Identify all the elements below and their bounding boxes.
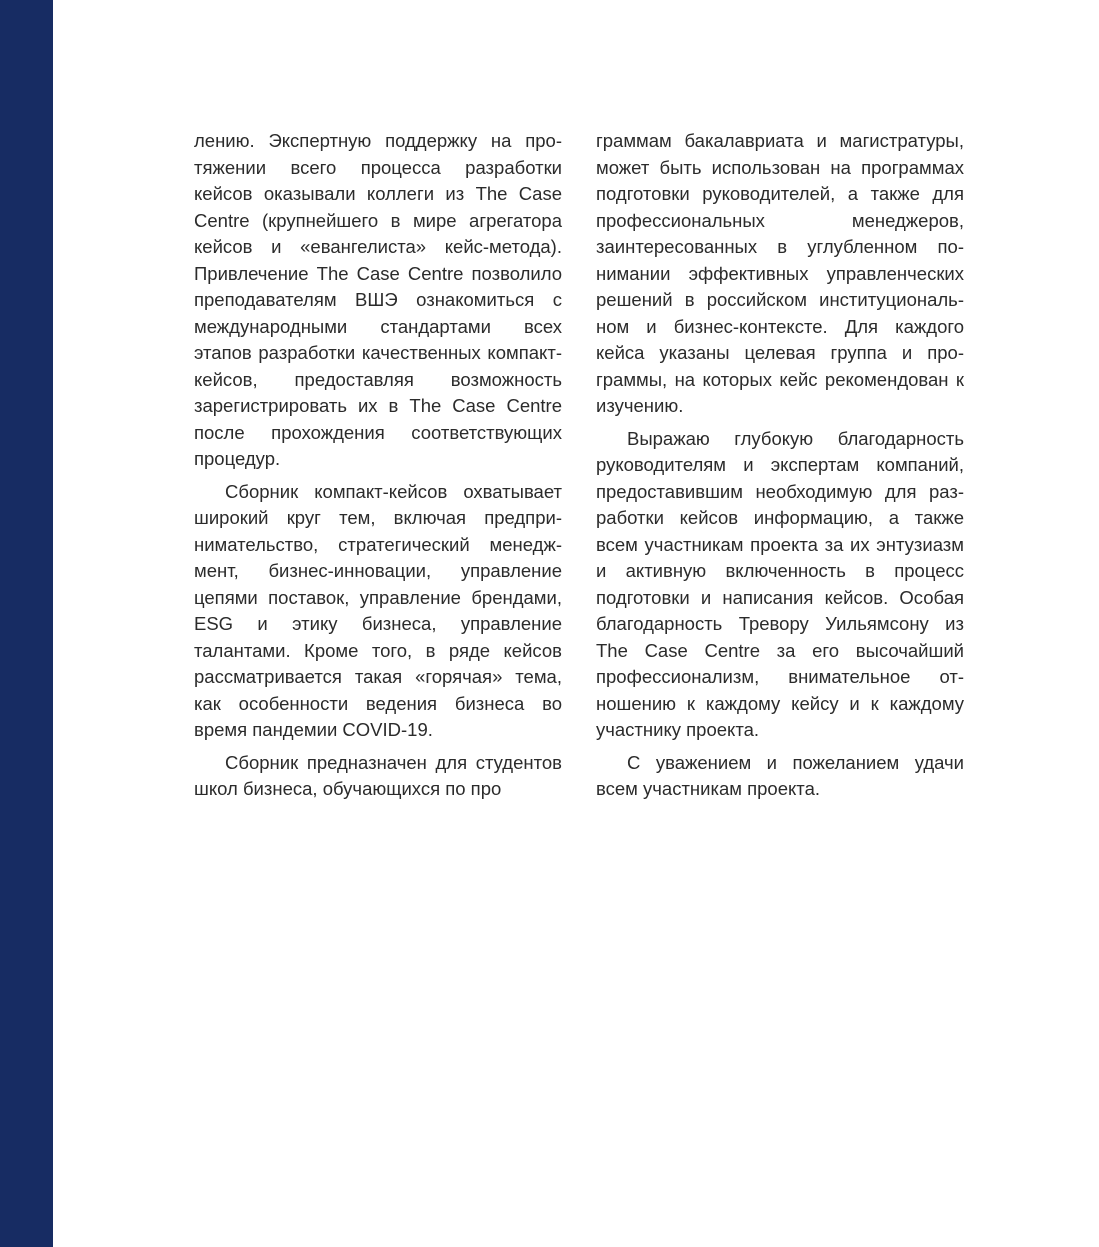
right-column bbox=[596, 128, 964, 809]
left-column bbox=[194, 128, 562, 809]
paragraph-audience-continued: граммам бакалавриата и магистратуры, может быть использован на программах подготовки руководителей, а также для профессиональных менеджеров, заинтересованных в углубленном понимании эффективных управленческих решений в российском институциональном и бизнес-контексте. Для каждого кейса указаны целевая группа и программы, на которых кейс рекомендован к изучению. bbox=[596, 130, 964, 416]
paragraph-audience: Сборник предназначен для студентов школ бизнеса, обучающихся по про bbox=[194, 751, 562, 799]
page-spine-bar bbox=[0, 0, 53, 1247]
paragraph-continued: лению. Экспертную поддержку на протяжении всего процесса разработки кейсов оказывали коллеги из The Case Centre (крупнейшего в мире агрегатора кейсов и «евангелиста» кейс-метода). Привлечение The Case Centre позволило преподавателям ВШЭ ознакомиться с международными стандартами всех этапов разработки качественных компакт-кейсов, предоставляя возможность зарегистрировать их в The Case Centre после прохождения соответствующих процедур. bbox=[194, 130, 562, 469]
page-body bbox=[194, 128, 964, 828]
paragraph-closing: С уважением и пожеланием удачи всем участникам проекта. bbox=[596, 751, 964, 799]
paragraph-gratitude: Выражаю глубокую благодарность руководителям и экспертам компаний, предоставившим необходимую для разработки кейсов информацию, а также всем участникам проекта за их энтузиазм и активную включенность в процесс подготовки и написания кейсов. Особая благодарность Тревору Уильямсону из The Case Centre за его высочайший профессионализм, внимательное отношению к каждому кейсу и к каждому участнику проекта. bbox=[596, 427, 964, 740]
paragraph-topics: Сборник компакт-кейсов охватывает широкий круг тем, включая предпринимательство, стратегический менеджмент, бизнес-инновации, управление цепями поставок, управление брендами, ESG и этику бизнеса, управление талантами. Кроме того, в ряде кейсов рассматривается такая «горячая» тема, как особенности ведения бизнеса во время пандемии COVID-19. bbox=[194, 480, 562, 740]
